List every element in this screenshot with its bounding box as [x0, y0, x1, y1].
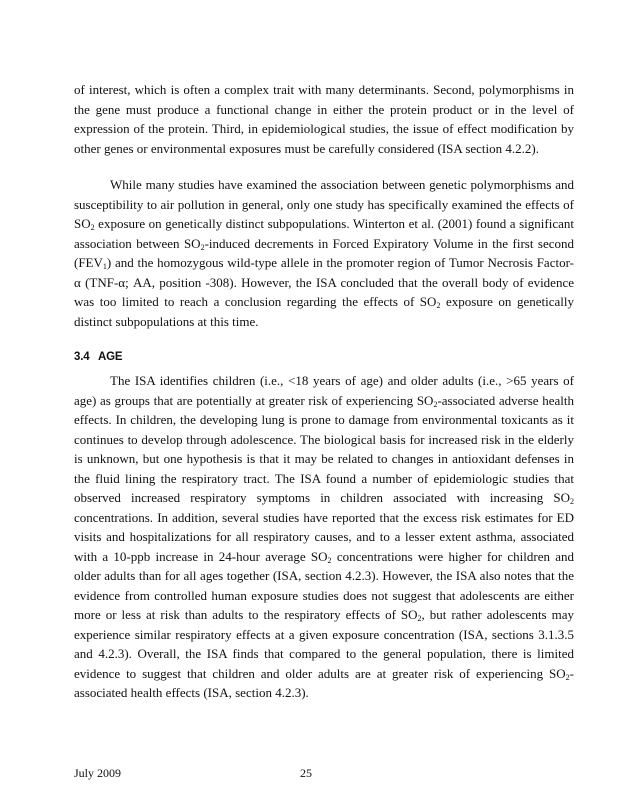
paragraph-1: of interest, which is often a complex trait with many determinants. Second, polymorphisms in the gene must produce a functional change in either the protein product or in the level of expression of the protein. Third, in epidemiological studies, the issue of effect modification by other genes or environmental exposures must be carefully considered (ISA section 4.2.2).: [74, 82, 574, 156]
subscript: 2: [327, 555, 332, 565]
subscript: 2: [570, 497, 574, 506]
page-number: 25: [300, 766, 312, 780]
paragraph-3-text-6: -associated health effects (ISA, section 4.2.3).: [74, 665, 574, 700]
paragraph-3-text-1: The ISA identifies children (i.e., <18 years of age) and older adults (i.e., >65 years of age) as groups that are potentially at greater risk of experiencing SO: [74, 373, 574, 408]
paragraph-3-text-5: , but rather adolescents may experience similar respiratory effects at a given exposure concentration (ISA, sections 3.1.3.5 and 4.2.3). Overall, the ISA finds that compared to the general population, there is limited evidence to suggest that children and older adults are at greater risk of experiencing SO: [74, 607, 574, 681]
footer-date: July 2009: [74, 766, 122, 780]
paragraph-3-text-3: concentrations. In addition, several studies have reported that the excess risk estimates for ED visits and hospitalizations for all respiratory causes, and to a lesser extent asthma, associated with a 10-ppb increase in 24-hour average SO: [74, 509, 574, 564]
subscript: 2: [200, 242, 205, 252]
paragraph-3-text-4: concentrations were higher for children and older adults than for all ages together (ISA, section 4.2.3). However, the ISA also notes that the evidence from controlled human exposure studies does not suggest that adolescents are either more or less at risk than adults to the respiratory effects of SO: [74, 548, 575, 622]
subscript: 2: [436, 301, 441, 310]
section-number: 3.4: [74, 351, 90, 363]
subscript: 2: [433, 399, 438, 409]
subscript: 2: [417, 614, 422, 623]
paragraph-2-text-1: While many studies have examined the association between genetic polymorphisms and susceptibility to air pollution in general, only one study has specifically examined the effects of SO: [74, 177, 574, 231]
paragraph-3-text-2: -associated adverse health effects. In children, the developing lung is prone to damage from environmental toxicants as it continues to develop through adolescence. The biological basis for increased risk in the elderly is unknown, but one hypothesis is that it may be related to changes in antioxidant defenses in the fluid lining the respiratory tract. The ISA found a number of epidemiologic studies that observed increased respiratory symptoms in children associated with increasing SO: [74, 392, 575, 505]
body-text: [74, 80, 574, 703]
paragraph-2: [74, 175, 574, 331]
section-title: AGE: [98, 351, 123, 363]
subscript: 2: [565, 672, 570, 682]
paragraph-3: [74, 371, 574, 703]
paragraph-2-text-4: ) and the homozygous wild-type allele in the promoter region of Tumor Necrosis Factor-α (TNF-α; AA, position -308). However, the ISA concluded that the overall body of evidence was too limited to reach a conclusion regarding the effects of SO: [74, 255, 574, 309]
section-heading: [74, 348, 574, 367]
paragraph-2-text-2: exposure on genetically distinct subpopulations. Winterton et al. (2001) found a significant association between SO: [74, 216, 574, 251]
paragraph-2-text-5: exposure on genetically distinct subpopulations at this time.: [74, 294, 574, 329]
subscript: 1: [102, 262, 107, 271]
subscript: 2: [90, 223, 95, 232]
paragraph-2-text-3: -induced decrements in Forced Expiratory Volume in the first second (FEV: [74, 235, 574, 270]
